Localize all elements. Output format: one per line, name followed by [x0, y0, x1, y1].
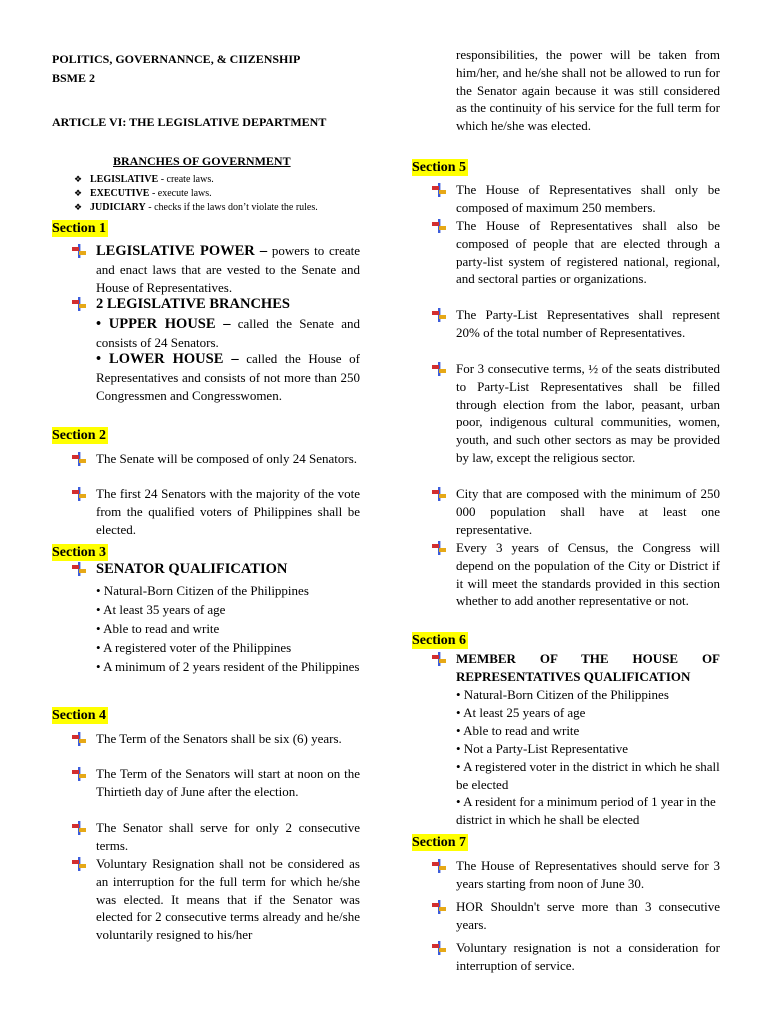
s5-item-2: The House of Representatives shall also be composed of people that are elected through a party-list system of registered national, regional, and sectoral parties or organizations. [456, 217, 720, 288]
pin-bullet-icon [72, 732, 86, 746]
diamond-bullet-icon: ❖ [74, 202, 83, 212]
s5-item-1: The House of Representatives shall only be composed of maximum 250 members. [456, 181, 720, 217]
s2-item-1: The Senate will be composed of only 24 Senators. [96, 450, 360, 468]
diamond-bullet-icon: ❖ [74, 174, 83, 184]
article-title: ARTICLE VI: THE LEGISLATIVE DEPARTMENT [52, 115, 327, 129]
course-section: BSME 2 [52, 71, 96, 85]
s5-item-3: The Party-List Representatives shall represent 20% of the total number of Representatives. [456, 306, 720, 342]
s3-head: SENATOR QUALIFICATION [96, 560, 360, 579]
s6-qual-5: • A registered voter in the district in which he shall be elected [456, 759, 720, 792]
section-1-label: Section 1 [52, 221, 107, 236]
branch-item-executive: ❖ EXECUTIVE - execute laws. [74, 188, 212, 199]
s6-head: MEMBER OF THE HOUSE OF REPRESENTATIVES QUALIFICATION [456, 650, 720, 686]
section-4-label: Section 4 [52, 708, 107, 723]
s5-item-6: Every 3 years of Census, the Congress will depend on the population of the City or District if it will meet the standards provided in this section whether to add another representative or not. [456, 539, 720, 610]
s2-item-2: The first 24 Senators with the majority of the vote from the qualified voters of Philippines shall be elected. [96, 485, 360, 538]
s1-upper-house: • UPPER HOUSE – called the Senate and consists of 24 Senators. [96, 316, 360, 350]
s1-legislative-power: LEGISLATIVE POWER – powers to create and enact laws that are vested to the Senate and House of Representatives. [96, 242, 360, 296]
s3-qual-4: • A registered voter of the Philippines [96, 640, 292, 655]
section-7-label: Section 7 [412, 835, 467, 850]
pin-bullet-icon [432, 941, 446, 955]
branch-item-legislative: ❖ LEGISLATIVE - create laws. [74, 174, 214, 185]
pin-bullet-icon [72, 821, 86, 835]
pin-bullet-icon [432, 900, 446, 914]
s4-item-3: The Senator shall serve for only 2 consecutive terms. [96, 819, 360, 855]
pin-bullet-icon [72, 297, 86, 311]
s7-item-2: HOR Shouldn't serve more than 3 consecutive years. [456, 898, 720, 934]
section-2-label: Section 2 [52, 428, 107, 443]
s6-qual-4: • Not a Party-List Representative [456, 741, 629, 756]
pin-bullet-icon [432, 219, 446, 233]
pin-bullet-icon [72, 452, 86, 466]
pin-bullet-icon [72, 562, 86, 576]
diamond-bullet-icon: ❖ [74, 188, 83, 198]
pin-bullet-icon [432, 308, 446, 322]
pin-bullet-icon [432, 859, 446, 873]
s6-qual-2: • At least 25 years of age [456, 705, 586, 720]
s4-item-1: The Term of the Senators shall be six (6) years. [96, 730, 360, 748]
s6-qual-1: • Natural-Born Citizen of the Philippines [456, 687, 669, 702]
s5-item-4: For 3 consecutive terms, ½ of the seats distributed to Party-List Representatives shall be filled through election from the labor, peasant, urban poor, indigenous cultural communities, women, youth, and such other sectors as may be provided by law, except the religious sector. [456, 360, 720, 467]
s4-item-2: The Term of the Senators will start at noon on the Thirtieth day of June after the election. [96, 765, 360, 801]
course-title: POLITICS, GOVERNANNCE, & CIIZENSHIP [52, 52, 301, 66]
pin-bullet-icon [72, 487, 86, 501]
s3-qual-3: • Able to read and write [96, 621, 220, 636]
branch-item-judiciary: ❖ JUDICIARY - checks if the laws don’t violate the rules. [74, 202, 318, 213]
s7-item-3: Voluntary resignation is not a consideration for interruption of service. [456, 939, 720, 975]
s6-qual-3: • Able to read and write [456, 723, 580, 738]
pin-bullet-icon [72, 857, 86, 871]
s4-item-4-continued: responsibilities, the power will be taken from him/her, and he/she shall not be allowed to run for the Senator again because it was still considered as the continuity of his service for the full term for which he/she was elected. [456, 47, 720, 134]
pin-bullet-icon [432, 362, 446, 376]
pin-bullet-icon [432, 541, 446, 555]
branches-title: BRANCHES OF GOVERNMENT [113, 154, 291, 168]
s6-qual-6: • A resident for a minimum period of 1 year in the district in which he shall be elected [456, 794, 716, 827]
s3-qual-1: • Natural-Born Citizen of the Philippines [96, 583, 309, 598]
s3-qual-5: • A minimum of 2 years resident of the Philippines [96, 659, 360, 674]
s7-item-1: The House of Representatives should serve for 3 years starting from noon of June 30. [456, 857, 720, 893]
pin-bullet-icon [432, 487, 446, 501]
s3-qual-2: • At least 35 years of age [96, 602, 226, 617]
section-5-label: Section 5 [412, 160, 467, 175]
pin-bullet-icon [72, 767, 86, 781]
s5-item-5: City that are composed with the minimum of 250 000 population shall have at least one representative. [456, 485, 720, 538]
pin-bullet-icon [72, 244, 86, 258]
section-3-label: Section 3 [52, 545, 107, 560]
pin-bullet-icon [432, 652, 446, 666]
pin-bullet-icon [432, 183, 446, 197]
section-6-label: Section 6 [412, 633, 467, 648]
s1-lower-house: • LOWER HOUSE – called the House of Representatives and consists of not more than 250 Congressmen and Congresswomen. [96, 351, 360, 403]
s1-two-branches: 2 LEGISLATIVE BRANCHES [96, 295, 360, 314]
s4-item-4: Voluntary Resignation shall not be considered as an interruption for the full term for which he/she was elected. It means that if the Senator was elected for 2 consecutive terms already and he/she voluntarily resigned to his/her [96, 855, 360, 944]
